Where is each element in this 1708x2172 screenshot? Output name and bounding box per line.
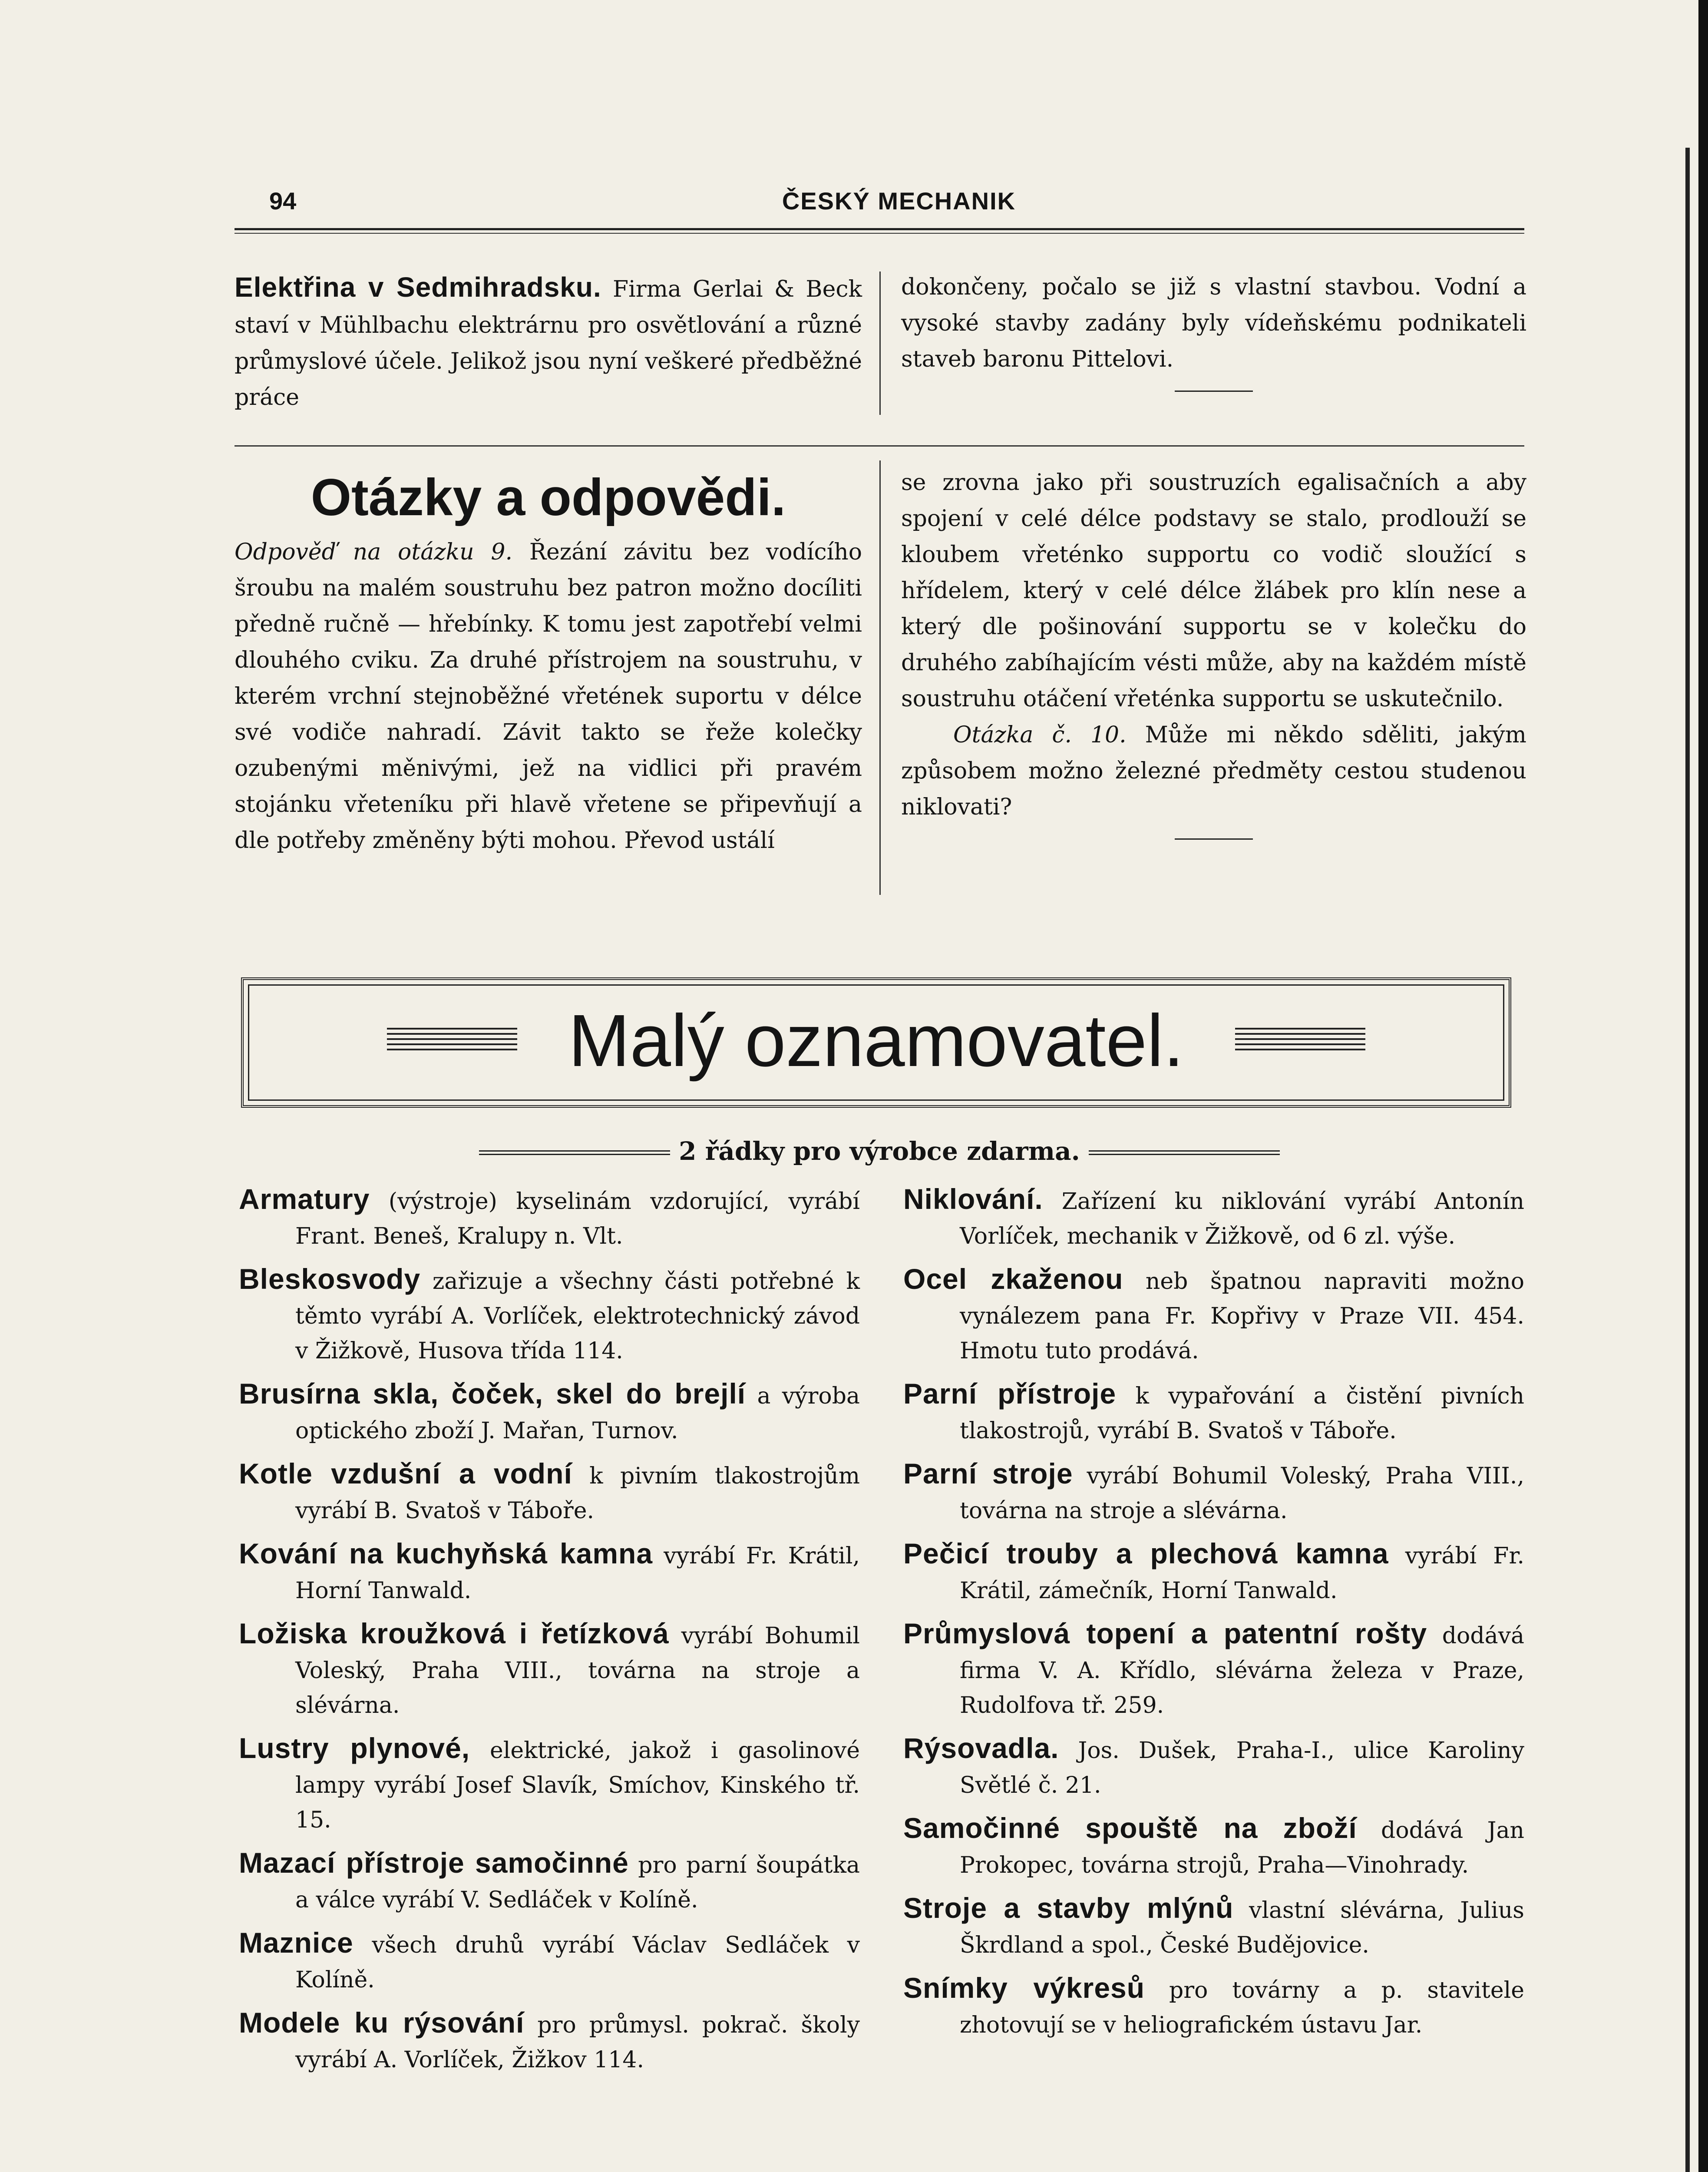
ad-item — [239, 1731, 860, 1838]
ad-item — [903, 1616, 1524, 1723]
classifieds-subtitle-row — [235, 1134, 1524, 1169]
ad-item — [239, 1536, 860, 1608]
ad-keyword: Kotle vzdušní a vodní — [239, 1457, 572, 1490]
ad-item — [903, 1456, 1524, 1528]
ad-keyword: Maznice — [239, 1927, 353, 1959]
ad-text: Jos. Dušek, Praha-I., ulice Karoliny Světlé č. 21. — [960, 1738, 1524, 1798]
scan-edge-bar — [1698, 0, 1708, 2172]
ad-keyword: Stroje a stavby mlýnů — [903, 1892, 1234, 1924]
header-rule — [235, 228, 1524, 234]
classifieds-header-box — [241, 977, 1511, 1108]
ad-item — [239, 1925, 860, 1997]
ad-item — [239, 1182, 860, 1254]
qa-right — [901, 465, 1526, 840]
ad-text: pro parní šoupátka a válce vyrábí V. Sedláček v Kolíně. — [295, 1852, 860, 1913]
answer-text-left: Řezání závitu bez vodícího šroubu na malém soustruhu bez patron možno docíliti předně ručně — hřebínky. K tomu jest zapotřebí velmi dlouhého cviku. Za druhé přístrojem na soustruhu, v kterém vrchní stejnoběžné vřetének suportu v délce své vodiče nahradí. Závit takto se řeže kolečky ozubenými měnivými, jež na vidlici při pravém stojánku vřeteníku při hlavě vřetene se připevňují a dle potřeby změněny býti mohou. Převod ustálí — [235, 539, 862, 854]
ad-text: dodává firma V. A. Křídlo, slévárna železa v Praze, Rudolfova tř. 259. — [960, 1623, 1525, 1718]
ad-keyword: Snímky výkresů — [903, 1972, 1145, 2004]
ad-text: neb špatnou napraviti možno vynálezem pana Fr. Kopřivy v Praze VII. 454. Hmotu tuto prodává. — [960, 1268, 1524, 1364]
ad-text: k vypařování a čistění pivních tlakostrojů, vyrábí B. Svatoš v Táboře. — [960, 1383, 1524, 1444]
ad-text: vyrábí Bohumil Voleský, Praha VIII., továrna na stroje a slévárna. — [960, 1463, 1524, 1524]
ad-keyword: Parní přístroje — [903, 1377, 1117, 1410]
ad-item — [903, 1376, 1524, 1448]
ad-item — [239, 1456, 860, 1528]
ad-keyword: Brusírna skla, čoček, skel do brejlí — [239, 1377, 746, 1410]
ads-right-column — [903, 1182, 1524, 2050]
article1-body-left: Firma Gerlai & Beck staví v Mühlbachu elektrárnu pro osvětlování a různé průmyslové účele. Jelikož jsou nyní veškeré předběžné práce — [235, 276, 862, 411]
page — [235, 178, 1524, 2172]
end-dash — [1175, 838, 1253, 840]
ad-item — [903, 1811, 1524, 1883]
section-rule — [235, 445, 1524, 447]
ad-keyword: Parní stroje — [903, 1457, 1073, 1490]
journal-title: ČESKÝ MECHANIK — [782, 187, 1016, 215]
ad-text: a výroba optického zboží J. Mařan, Turnov. — [295, 1383, 860, 1444]
ad-item — [239, 1376, 860, 1448]
ad-item — [239, 1845, 860, 1917]
ad-keyword: Mazací přístroje samočinné — [239, 1847, 629, 1879]
scan-edge-line — [1685, 148, 1690, 2172]
ad-item — [903, 1731, 1524, 1803]
answer-label: Odpověď na otázku 9. — [235, 539, 513, 565]
column-divider-2 — [879, 460, 881, 895]
ad-text: dodává Jan Prokopec, továrna strojů, Praha—Vinohrady. — [960, 1818, 1524, 1878]
ad-text: pro továrny a p. stavitele zhotovují se v heliografickém ústavu Jar. — [960, 1977, 1525, 2038]
ad-keyword: Bleskosvody — [239, 1263, 421, 1295]
classifieds-title: Malý oznamovatel. — [568, 1000, 1184, 1082]
ad-keyword: Ocel zkaženou — [903, 1263, 1123, 1295]
ad-item — [903, 1970, 1524, 2043]
question-label: Otázka č. 10. — [953, 722, 1127, 748]
column-divider-1 — [879, 272, 881, 415]
ad-item — [239, 1261, 860, 1368]
classifieds-subtitle: 2 řádky pro výrobce zdarma. — [679, 1136, 1080, 1166]
ad-item — [903, 1182, 1524, 1254]
ad-text: vlastní slévárna, Julius Škrdland a spol., České Budějovice. — [960, 1897, 1524, 1958]
article1-right — [901, 269, 1526, 392]
question-text: Může mi někdo sděliti, jakým způsobem možno železné předměty cestou studenou niklovati? — [901, 722, 1526, 820]
ad-text: všech druhů vyrábí Václav Sedláček v Kolíně. — [295, 1932, 860, 1993]
page-number: 94 — [269, 187, 297, 215]
ad-keyword: Niklování. — [903, 1183, 1043, 1215]
ad-item — [239, 2005, 860, 2077]
ad-keyword: Lustry plynové, — [239, 1732, 470, 1764]
ad-text: vyrábí Bohumil Voleský, Praha VIII., továrna na stroje a slévárna. — [295, 1623, 860, 1718]
ad-keyword: Pečicí trouby a plechová kamna — [903, 1537, 1389, 1569]
ad-text: zařizuje a všechny části potřebné k těmto vyrábí A. Vorlíček, elektrotechnický závod v Žižkově, Husova třída 114. — [295, 1268, 860, 1364]
article1-title: Elektřina v Sedmihradsku. — [235, 272, 601, 303]
ad-text: k pivním tlakostrojům vyrábí B. Svatoš v Táboře. — [295, 1463, 860, 1524]
subtitle-rule-left — [479, 1150, 670, 1156]
ad-keyword: Modele ku rýsování — [239, 2006, 525, 2039]
ad-text: pro průmysl. pokrač. školy vyrábí A. Vorlíček, Žižkov 114. — [295, 2012, 860, 2073]
end-dash — [1175, 391, 1253, 392]
qa-left — [235, 465, 862, 859]
article1-left — [235, 269, 862, 416]
ad-text: vyrábí Fr. Krátil, zámečník, Horní Tanwald. — [960, 1543, 1524, 1604]
ad-item — [903, 1261, 1524, 1368]
running-head — [269, 187, 1529, 222]
ad-keyword: Ložiska kroužková i řetízková — [239, 1617, 669, 1649]
ads-left-column — [239, 1182, 860, 2085]
ad-text: (výstroje) kyselinám vzdorující, vyrábí Frant. Beneš, Kralupy n. Vlt. — [295, 1189, 860, 1249]
ad-text: Zařízení ku niklování vyrábí Antonín Vorlíček, mechanik v Žižkově, od 6 zl. výše. — [960, 1189, 1524, 1249]
ad-text: vyrábí Fr. Krátil, Horní Tanwald. — [295, 1543, 860, 1604]
ad-keyword: Samočinné spouště na zboží — [903, 1812, 1357, 1844]
ad-keyword: Rýsovadla. — [903, 1732, 1059, 1764]
qa-heading: Otázky a odpovědi. — [311, 468, 786, 526]
ad-item — [903, 1891, 1524, 1963]
ad-item — [903, 1536, 1524, 1608]
subtitle-rule-right — [1089, 1150, 1280, 1156]
article1-body-right: dokončeny, počalo se již s vlastní stavbou. Vodní a vysoké stavby zadány byly vídeňskému podnikateli staveb baronu Pittelovi. — [901, 274, 1526, 372]
ad-keyword: Armatury — [239, 1183, 370, 1215]
answer-text-right: se zrovna jako při soustruzích egalisačních a aby spojení v celé délce podstavy se stalo, prodlouží se kloubem vřeténko supportu co vodič sloužící s hřídelem, který v celé délce žlábek pro klín nese a který dle pošinování supportu se v kolečku do druhého zabíhajícím vésti může, aby na každém místě soustruhu otáčení vřeténka supportu se uskutečnilo. — [901, 470, 1526, 712]
ad-keyword: Průmyslová topení a patentní rošty — [903, 1617, 1427, 1649]
ad-item — [239, 1616, 860, 1723]
ad-keyword: Kování na kuchyňská kamna — [239, 1537, 653, 1569]
ad-text: elektrické, jakož i gasolinové lampy vyrábí Josef Slavík, Smíchov, Kinského tř. 15. — [295, 1738, 860, 1833]
